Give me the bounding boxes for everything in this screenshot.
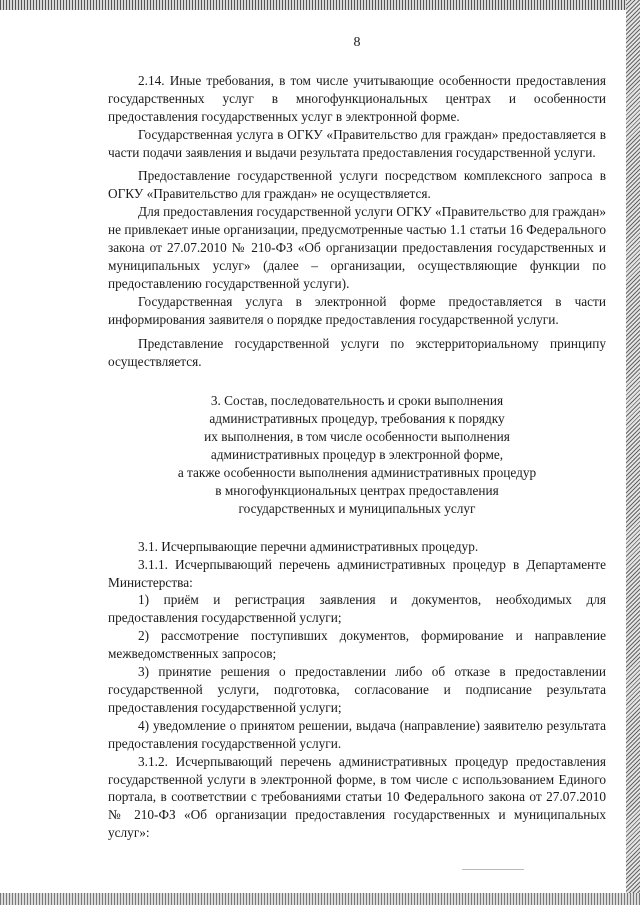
heading-line: а также особенности выполнения административных процедур — [177, 465, 537, 481]
list-item-2: 2) рассмотрение поступивших документов, формирование и направление межведомственных запросов; — [108, 628, 606, 662]
scan-edge-top — [0, 0, 640, 10]
paragraph-mfc-service: Государственная услуга в ОГКУ «Правительство для граждан» предоставляется в части подачи заявления и выдачи результата предоставления государственной услуги. — [108, 126, 606, 160]
heading-line: 3. Состав, последовательность и сроки выполнения — [210, 393, 504, 409]
heading-line: их выполнения, в том числе особенности выполнения — [204, 429, 510, 445]
heading-line: административных процедур, требования к порядку — [209, 411, 505, 427]
paragraph-2-14: 2.14. Иные требования, в том числе учитывающие особенности предоставления государственных услуг в многофункциональных центрах и особенности предоставления государственных услуг в электронной форме. — [108, 72, 606, 124]
paragraph-3-1-1: 3.1.1. Исчерпывающий перечень административных процедур в Департаменте Министерства: — [108, 556, 606, 590]
paragraph-3-1: 3.1. Исчерпывающие перечни административных процедур. — [138, 538, 479, 554]
list-item-1: 1) приём и регистрация заявления и документов, необходимых для предоставления государственной услуги; — [108, 592, 606, 626]
list-item-4: 4) уведомление о принятом решении, выдача (направление) заявителю результата предоставления государственной услуги. — [108, 717, 606, 751]
paragraph-other-organizations: Для предоставления государственной услуги ОГКУ «Правительство для граждан» не привлекает иные организации, предусмотренные частью 1.1 статьи 16 Федерального закона от 27.07.2010 № 210-ФЗ «Об организации предоставления государственных и муниципальных услуг» (далее – организации, осуществляющие функции по предоставлению государственной услуги). — [108, 204, 606, 291]
scan-mark — [462, 869, 524, 880]
paragraph-complex-request: Предоставление государственной услуги посредством комплексного запроса в ОГКУ «Правительство для граждан» не осуществляется. — [108, 168, 606, 202]
document-page — [108, 34, 606, 842]
heading-line: в многофункциональных центрах предоставления — [215, 482, 499, 498]
paragraph-extraterritorial: Представление государственной услуги по экстерриториальному принципу осуществляется. — [108, 335, 606, 369]
paragraph-3-1-2: 3.1.2. Исчерпывающий перечень административных процедур предоставления государственной услуги в электронной форме, в том числе с использованием Единого портала, в соответствии с требованиями статьи 10 Федерального закона от 27.07.2010 № 210-ФЗ «Об организации предоставления государственных и муниципальных услуг»: — [108, 753, 606, 841]
heading-line: административных процедур в электронной форме, — [210, 447, 504, 463]
scan-edge-bottom — [0, 893, 640, 905]
paragraph-electronic-form: Государственная услуга в электронной форме предоставляется в части информирования заявителя о порядке предоставления государственной услуги. — [108, 293, 606, 327]
page-number: 8 — [353, 35, 361, 50]
section-3-heading — [108, 392, 606, 517]
heading-line: государственных и муниципальных услуг — [238, 500, 476, 516]
scan-edge-right — [626, 0, 640, 905]
list-item-3: 3) принятие решения о предоставлении либо об отказе в предоставлении государственной услуги, подготовка, согласование и подписание результата предоставления государственной услуги; — [108, 664, 606, 715]
